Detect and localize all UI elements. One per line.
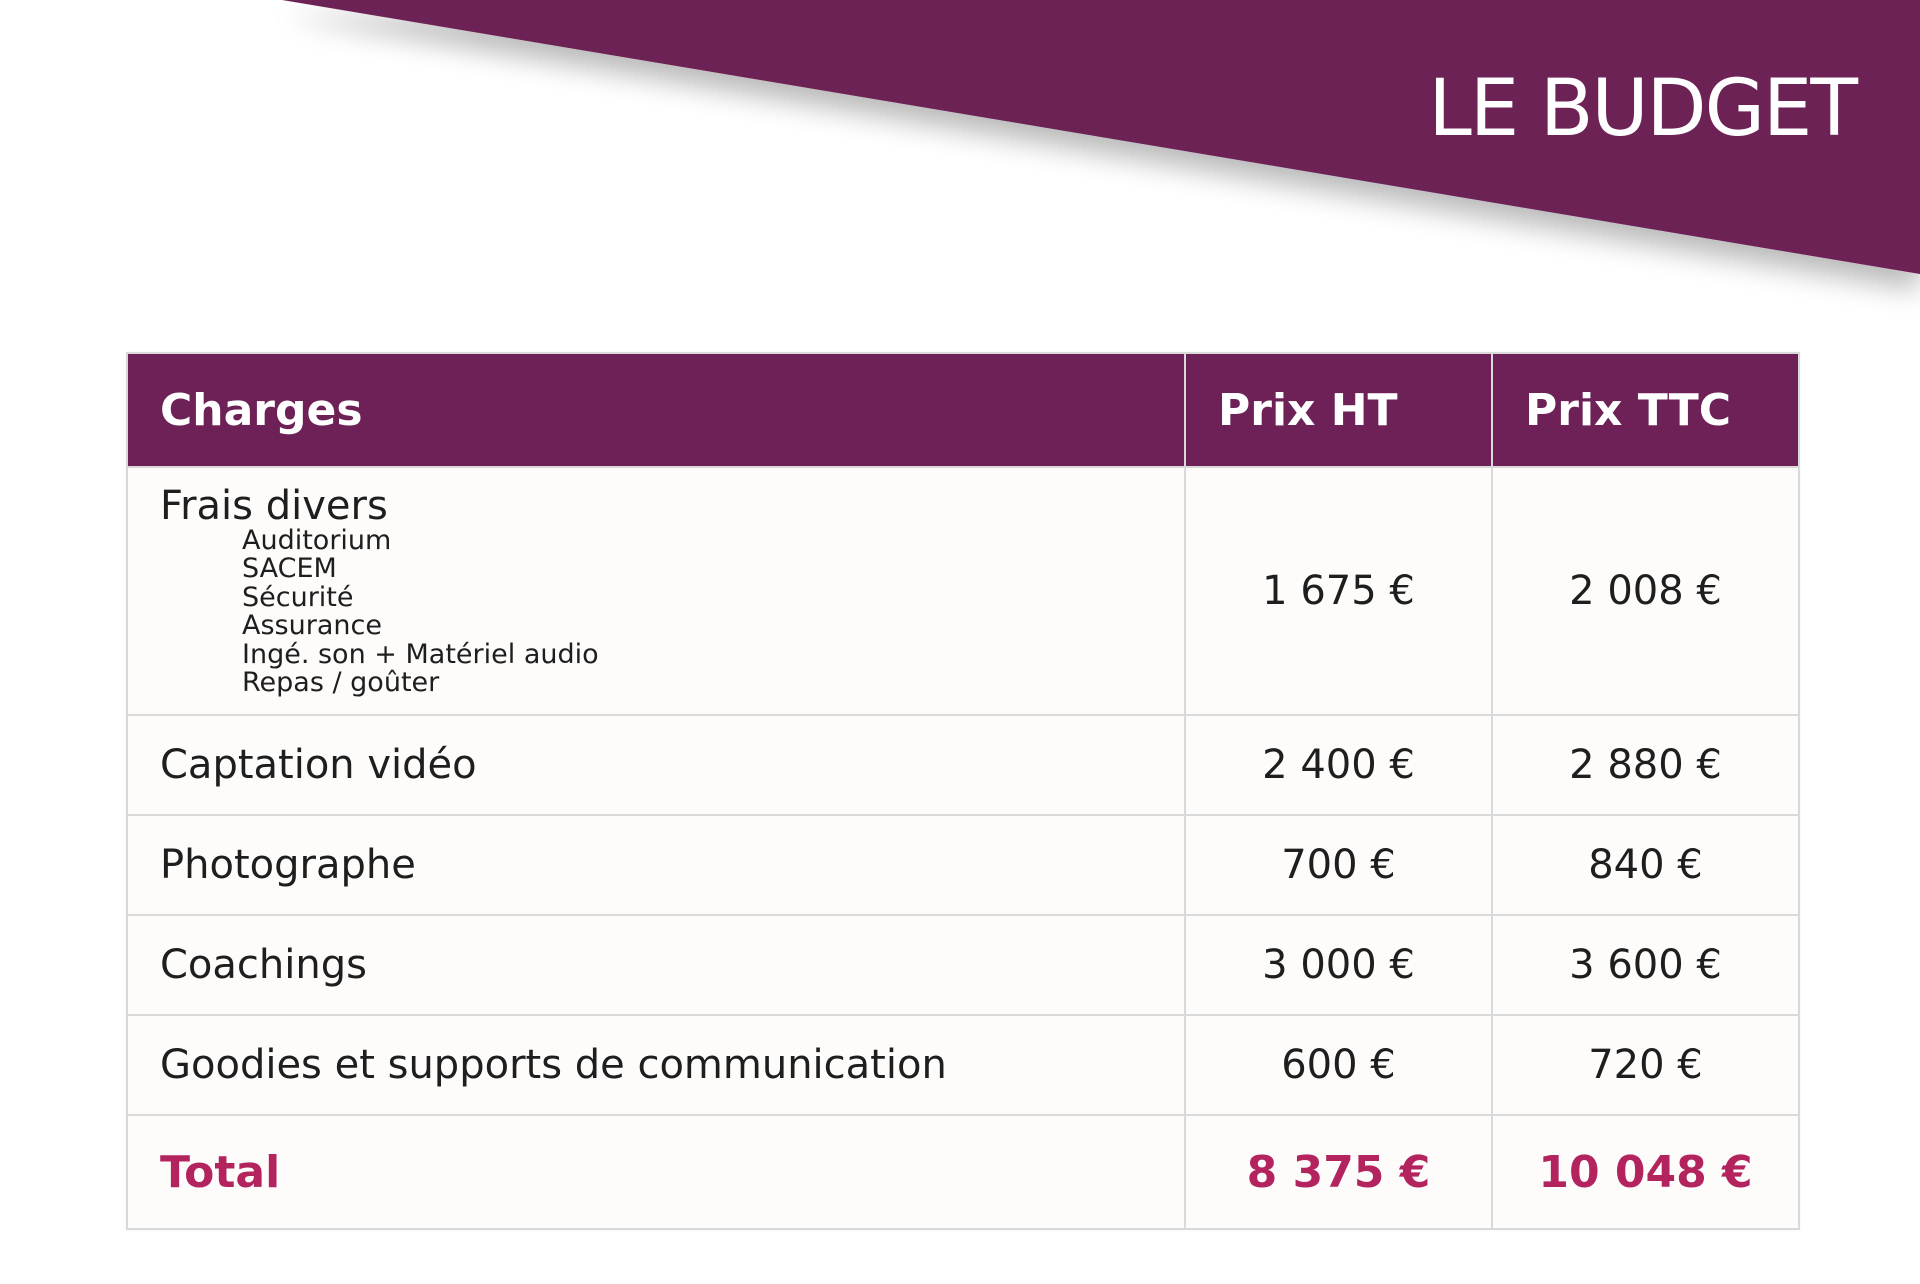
- row-label: Captation vidéo: [127, 715, 1185, 815]
- total-ht: 8 375 €: [1185, 1115, 1492, 1229]
- sub-item: Sécurité: [242, 581, 354, 613]
- frais-divers-cell: [127, 467, 1185, 715]
- sub-item: Auditorium: [242, 524, 392, 556]
- price-ttc: 720 €: [1492, 1015, 1799, 1115]
- price-ttc: 2 880 €: [1492, 715, 1799, 815]
- row-label: Goodies et supports de communication: [127, 1015, 1185, 1115]
- table-row: [127, 1015, 1799, 1115]
- sub-item: SACEM: [242, 553, 337, 584]
- price-ttc: 3 600 €: [1492, 915, 1799, 1015]
- row-label: Coachings: [127, 915, 1185, 1015]
- total-label: Total: [127, 1115, 1185, 1229]
- sub-item: Repas / goûter: [242, 667, 440, 698]
- price-ht: 3 000 €: [1185, 915, 1492, 1015]
- table-row-frais-divers: [127, 467, 1799, 715]
- frais-divers-items: [160, 524, 1184, 698]
- price-ttc: 840 €: [1492, 815, 1799, 915]
- row-label: Photographe: [127, 815, 1185, 915]
- table-row: [127, 915, 1799, 1015]
- table-total-row: [127, 1115, 1799, 1229]
- table-header-row: [127, 353, 1799, 467]
- price-ht: 600 €: [1185, 1015, 1492, 1115]
- price-ht: 2 400 €: [1185, 715, 1492, 815]
- header-banner: [0, 0, 1920, 340]
- header-prix-ht: Prix HT: [1185, 353, 1492, 467]
- table-row: [127, 715, 1799, 815]
- sub-item: Assurance: [242, 610, 382, 641]
- header-charges: Charges: [127, 353, 1185, 467]
- total-ttc: 10 048 €: [1492, 1115, 1799, 1229]
- budget-table: [126, 352, 1800, 1230]
- frais-divers-label: Frais divers: [160, 482, 388, 529]
- table-row: [127, 815, 1799, 915]
- header-prix-ttc: Prix TTC: [1492, 353, 1799, 467]
- price-ht: 1 675 €: [1185, 467, 1492, 715]
- price-ttc: 2 008 €: [1492, 467, 1799, 715]
- price-ht: 700 €: [1185, 815, 1492, 915]
- sub-item: Ingé. son + Matériel audio: [242, 638, 599, 670]
- page-title: LE BUDGET: [1428, 64, 1856, 154]
